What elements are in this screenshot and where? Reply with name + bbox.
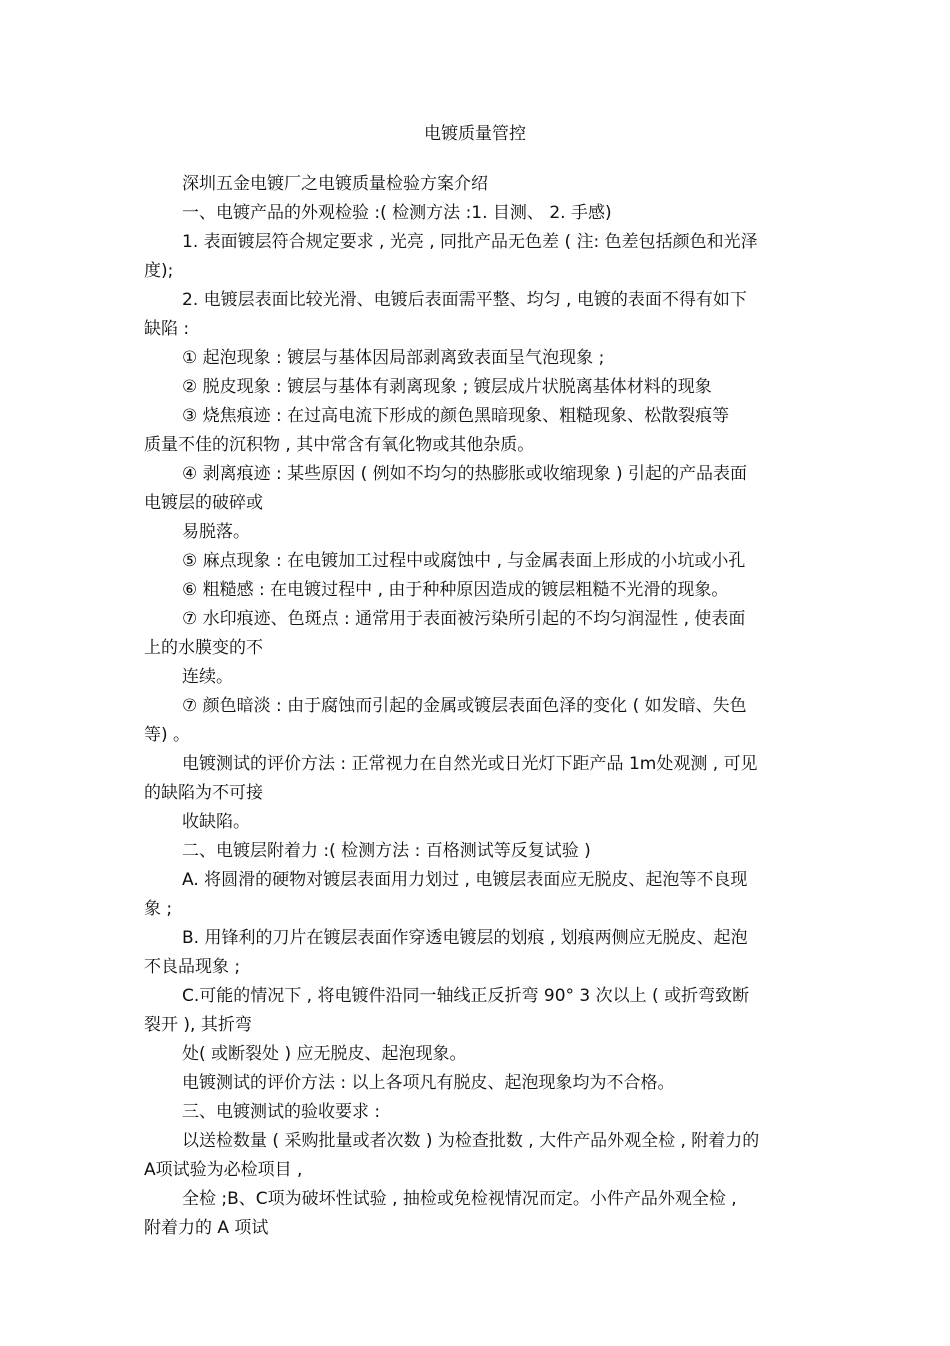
text-line: 二、电镀层附着力 :( 检测方法 : 百格测试等反复试验 )	[182, 841, 591, 861]
text-line: 电镀测试的评价方法 : 正常视力在自然光或日光灯下距产品 1m处观测 , 可见	[182, 754, 758, 774]
text-line: 等) 。	[144, 725, 191, 745]
text-line: 电镀层的破碎或	[144, 493, 263, 513]
text-line: 连续。	[182, 667, 233, 687]
text-line: A项试验为必检项目 ,	[144, 1160, 303, 1180]
text-line: 深圳五金电镀厂之电镀质量检验方案介绍	[182, 174, 488, 194]
text-line: 附着力的 A 项试	[144, 1218, 269, 1238]
text-line: 上的水膜变的不	[144, 638, 263, 658]
text-line: ③ 烧焦痕迹 : 在过高电流下形成的颜色黑暗现象、粗糙现象、松散裂痕等	[182, 406, 730, 426]
text-line: 不良品现象 ;	[144, 957, 241, 977]
text-line: 三、电镀测试的验收要求 :	[182, 1102, 381, 1122]
text-line: 质量不佳的沉积物 , 其中常含有氧化物或其他杂质。	[144, 435, 535, 455]
text-line: 裂开 ), 其折弯	[144, 1015, 252, 1035]
text-line: ④ 剥离痕迹 : 某些原因 ( 例如不均匀的热膨胀或收缩现象 ) 引起的产品表面	[182, 464, 748, 484]
text-line: ⑦ 水印痕迹、色斑点 : 通常用于表面被污染所引起的不均匀润湿性 , 使表面	[182, 609, 746, 629]
text-line: 全检 ;B、C项为破坏性试验 , 抽检或免检视情况而定。小件产品外观全检 ,	[182, 1189, 737, 1209]
text-line: 一、电镀产品的外观检验 :( 检测方法 :1. 目测、 2. 手感)	[182, 203, 612, 223]
document-body	[144, 170, 808, 1243]
text-line: 收缺陷。	[182, 812, 250, 832]
text-line: 的缺陷为不可接	[144, 783, 263, 803]
text-line: 处( 或断裂处 ) 应无脱皮、起泡现象。	[182, 1044, 467, 1064]
text-line: ⑤ 麻点现象 : 在电镀加工过程中或腐蚀中 , 与金属表面上形成的小坑或小孔	[182, 551, 746, 571]
text-line: A. 将圆滑的硬物对镀层表面用力划过 , 电镀层表面应无脱皮、起泡等不良现	[182, 870, 748, 890]
text-line: ⑦ 颜色暗淡 : 由于腐蚀而引起的金属或镀层表面色泽的变化 ( 如发暗、失色	[182, 696, 747, 716]
text-line: B. 用锋利的刀片在镀层表面作穿透电镀层的划痕 , 划痕两侧应无脱皮、起泡	[182, 928, 748, 948]
text-line: ① 起泡现象 : 镀层与基体因局部剥离致表面呈气泡现象 ;	[182, 348, 605, 368]
text-line: ② 脱皮现象 : 镀层与基体有剥离现象 ; 镀层成片状脱离基体材料的现象	[182, 377, 712, 397]
text-line: 度);	[144, 261, 174, 281]
text-line: 缺陷 :	[144, 319, 190, 339]
text-line: 象 ;	[144, 899, 173, 919]
document-title: 电镀质量管控	[424, 124, 526, 144]
text-line: ⑥ 粗糙感 : 在电镀过程中 , 由于种种原因造成的镀层粗糙不光滑的现象。	[182, 580, 729, 600]
text-line: 易脱落。	[182, 522, 250, 542]
text-line: 以送检数量 ( 采购批量或者次数 ) 为检查批数 , 大件产品外观全检 , 附着力的	[182, 1131, 760, 1151]
text-line: 电镀测试的评价方法 : 以上各项凡有脱皮、起泡现象均为不合格。	[182, 1073, 675, 1093]
text-line: 1. 表面镀层符合规定要求 , 光亮 , 同批产品无色差 ( 注: 色差包括颜色和光泽	[182, 232, 758, 252]
text-line: C.可能的情况下 , 将电镀件沿同一轴线正反折弯 90° 3 次以上 ( 或折弯致断	[182, 986, 750, 1006]
text-line: 2. 电镀层表面比较光滑、电镀后表面需平整、均匀 , 电镀的表面不得有如下	[182, 290, 747, 310]
